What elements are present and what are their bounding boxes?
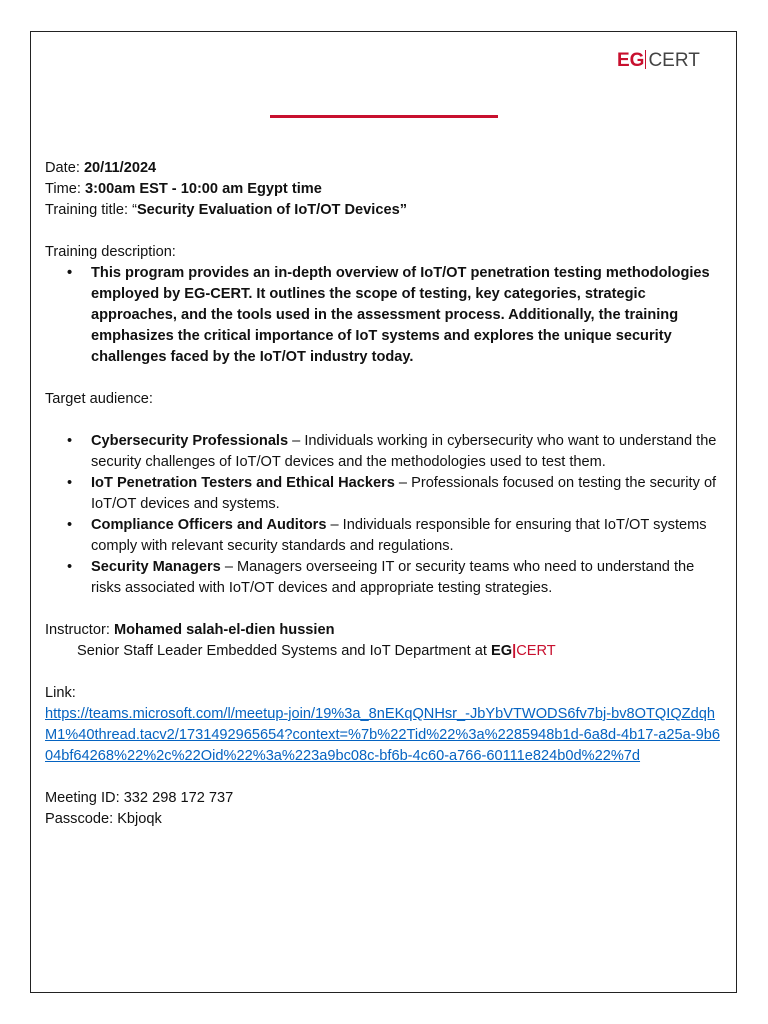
audience-item [45, 473, 725, 515]
passcode-label: Passcode: [45, 811, 118, 827]
bullet: • [67, 433, 73, 449]
training-title-value: Security Evaluation of IoT/OT Devices” [136, 202, 407, 218]
audience-item [45, 431, 725, 473]
audience-item-title: Compliance Officers and Auditors [91, 517, 327, 533]
instructor-label: Instructor: [45, 622, 114, 638]
instructor-role: Senior Staff Leader Embedded Systems and IoT Department at [77, 643, 491, 659]
passcode: Kbjoqk [117, 811, 162, 827]
eg-cert-logo [617, 50, 700, 72]
audience-item-title: Security Managers [91, 559, 221, 575]
header-red-line [270, 115, 498, 118]
audience-item [45, 557, 725, 599]
bullet: • [67, 475, 73, 491]
audience-item-title: IoT Penetration Testers and Ethical Hackers [91, 475, 395, 491]
instructor-line [45, 620, 725, 641]
audience-item [45, 515, 725, 557]
training-title-open-quote: “ [132, 202, 137, 218]
meeting-id-label: Meeting ID: [45, 790, 124, 806]
audience-list [45, 431, 725, 599]
bullet: • [67, 559, 73, 575]
bullet: • [67, 265, 73, 281]
logo-cert: CERT [648, 50, 700, 71]
logo-eg: EG [617, 50, 645, 71]
audience-label: Target audience: [45, 391, 153, 407]
audience-item-desc: – Individuals working in cybersecurity who want to understand the security challenges of IoT/OT devices and the methodologies used to test them. [91, 433, 717, 470]
time-value: 3:00am EST - 10:00 am Egypt time [85, 181, 322, 197]
link-label: Link: [45, 685, 76, 701]
date-label: Date: [45, 160, 84, 176]
date-value: 20/11/2024 [83, 160, 157, 176]
meeting-id-line [45, 788, 725, 809]
description-list [45, 263, 725, 368]
description-item [45, 263, 725, 368]
instructor-name: Mohamed salah-el-dien hussien [113, 622, 335, 638]
time-label: Time: [45, 181, 85, 197]
date-line [45, 158, 725, 179]
passcode-line [45, 809, 725, 830]
meeting-id: 332 298 172 737 [123, 790, 234, 806]
description-label: Training description: [45, 244, 176, 260]
audience-item-desc: – Managers overseeing IT or security teams who need to understand the risks associated with IoT/OT devices and appropriate testing strategies. [91, 559, 695, 596]
audience-item-desc: – Individuals responsible for ensuring that IoT/OT systems comply with relevant security standards and regulations. [91, 517, 707, 554]
training-title-label: Training title: [45, 202, 133, 218]
teams-meeting-link[interactable]: https://teams.microsoft.com/l/meetup-join/19%3a_8nEKqQNHsr_-JbYbVTWODS6fv7bj-bv8OTQIQZdqhM1%40thread.tacv2/1731492965654?context=%7b%22Tid%22%3a%2285948b1d-6a8d-4b17-a25a-9b604bf64268%22%2c%22Oid%22%3a%223a9bc08c-bf6b-4c60-a766-60111e824b0d%22%7d [45, 706, 720, 764]
audience-item-title: Cybersecurity Professionals [91, 433, 289, 449]
logo-separator [645, 50, 646, 69]
audience-item-desc: – Professionals focused on testing the security of IoT/OT devices and systems. [91, 475, 717, 512]
instructor-org-sep: | [512, 643, 517, 659]
document-body [45, 158, 725, 830]
training-title-line [45, 200, 725, 221]
instructor-org-cert: CERT [516, 643, 556, 659]
link-line [45, 704, 725, 767]
instructor-org-eg: EG [491, 643, 513, 659]
bullet: • [67, 517, 73, 533]
description-text: This program provides an in-depth overview of IoT/OT penetration testing methodologies employed by EG-CERT. It outlines the scope of testing, key categories, strategic approaches, and the tools used in the assessment process. Additionally, the training emphasizes the critical importance of IoT systems and explores the unique security challenges faced by the IoT/OT industry today. [91, 265, 710, 365]
instructor-role-line [45, 641, 725, 662]
time-line [45, 179, 725, 200]
